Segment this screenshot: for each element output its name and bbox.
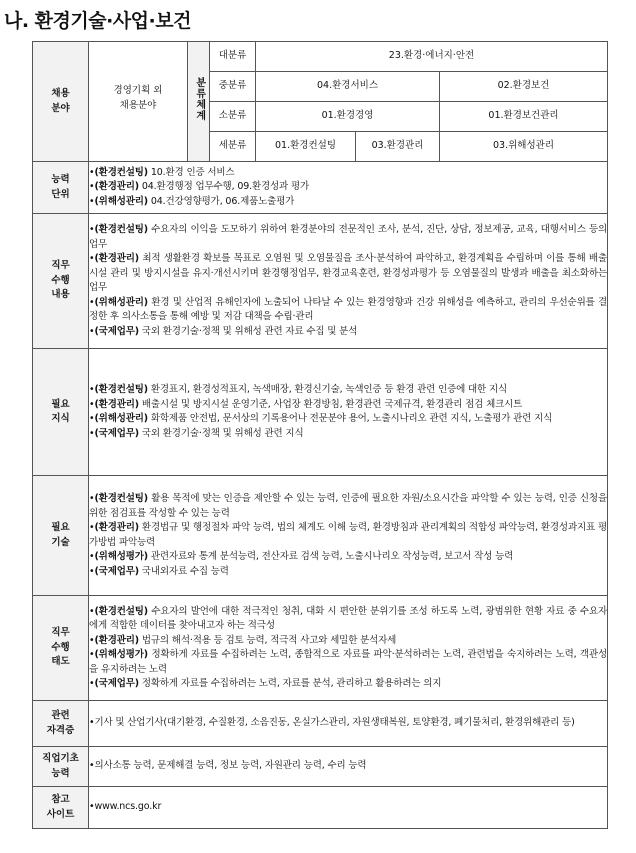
- employment-field-value: 경영기획 외 채용분야: [89, 42, 188, 162]
- minor-class-value-2: 01.환경보건관리: [440, 102, 608, 132]
- list-item: •(위해성평가) 정확하게 자료를 수집하려는 노력, 종합적으로 자료를 파악·분석하려는 노력, 관련법을 숙지하려는 노력, 객관성을 유지하려는 노력: [89, 649, 607, 675]
- certificates-label: 관련 자격증: [33, 701, 89, 747]
- list-item: •(위해성평가) 관련자료와 통계 분석능력, 전산자료 검색 능력, 노출시나리오 작성능력, 보고서 작성 능력: [89, 551, 514, 562]
- basic-ability-content: •의사소통 능력, 문제해결 능력, 정보 능력, 자원관리 능력, 수리 능력: [89, 747, 608, 787]
- list-item: •(환경관리) 배출시설 및 방지시설 운영기준, 사업장 환경방침, 환경관련 국제규격, 환경관리 점검 체크시트: [89, 398, 523, 410]
- list-item: •(국제업무) 국내외자료 수집 능력: [89, 565, 229, 577]
- list-item: •(환경관리) 04.환경행정 업무수행, 09.환경성과 평가: [89, 181, 310, 193]
- attitude-content: [89, 596, 608, 701]
- section-title: 나. 환경기술·사업·보건: [4, 10, 191, 32]
- detail-class-value-2: 03.환경관리: [356, 132, 440, 162]
- job-content-content: [89, 214, 608, 349]
- classification-system-label: 분류체계: [188, 42, 210, 162]
- list-item: •(국제업무) 정확하게 자료를 수집하려는 노력, 자료를 분석, 관리하고 활용하려는 의지: [89, 678, 442, 689]
- basic-ability-label: 직업기초 능력: [33, 747, 89, 787]
- middle-class-value-2: 02.환경보건: [440, 72, 608, 102]
- minor-class-value-1: 01.환경경영: [256, 102, 440, 132]
- ability-unit-label: 능력 단위: [33, 162, 89, 214]
- list-item: •(환경컨설팅) 수요자의 발언에 대한 적극적인 청취, 대화 시 편안한 분위기를 조성 하도록 노력, 광범위한 현황 자료 중 수요자에게 적합한 데이터를 찾아내고자 하는 적극성: [89, 605, 607, 631]
- skills-label: 필요 기술: [33, 476, 89, 596]
- list-item: •(환경관리) 법규의 해석·적용 등 검토 능력, 적극적 사고와 세밀한 분석자세: [89, 634, 397, 646]
- list-item: •(위해성관리) 환경 및 산업적 유해인자에 노출되어 나타날 수 있는 환경영향과 건강 위해성을 예측하고, 관리의 우선순위를 결정한 후 의사소통을 통해 예방 및 저감 대책을 수립·관리: [89, 296, 607, 322]
- list-item: •(위해성관리) 04.건강영향평가, 06.제품노출평가: [89, 195, 295, 207]
- job-description-table: [32, 41, 608, 829]
- middle-class-value-1: 04.환경서비스: [256, 72, 440, 102]
- list-item: •(환경컨설팅) 10.환경 인증 서비스: [89, 166, 235, 178]
- job-content-label: 직무 수행 내용: [33, 214, 89, 349]
- list-item: •(환경컨설팅) 활용 목적에 맞는 인증을 제안할 수 있는 능력, 인증에 필요한 자원/소요시간을 파악할 수 있는 능력, 인증 신청을 위한 점검표를 작성할 수 있는 능력: [89, 493, 607, 519]
- knowledge-label: 필요 지식: [33, 349, 89, 476]
- detail-class-value-1: 01.환경컨설팅: [256, 132, 356, 162]
- list-item: •(환경컨설팅) 수요자의 이익을 도모하기 위하여 환경분야의 전문적인 조사, 분석, 진단, 상담, 정보제공, 교육, 대행서비스 등의 업무: [89, 224, 607, 250]
- list-item: •(환경컨설팅) 환경표지, 환경성적표지, 녹색매장, 환경신기술, 녹색인증 등 환경 관련 인증에 대한 지식: [89, 384, 507, 395]
- detail-class-value-3: 03.위해성관리: [440, 132, 608, 162]
- certificates-content: •기사 및 산업기사(대기환경, 수질환경, 소음진동, 온실가스관리, 자원생태복원, 토양환경, 폐기물처리, 환경위해관리 등): [89, 701, 608, 747]
- middle-class-label: 중분류: [210, 72, 256, 102]
- detail-class-label: 세분류: [210, 132, 256, 162]
- list-item: •(위해성관리) 화학제품 안전법, 문서상의 기록용어나 전문분야 용어, 노출시나리오 관련 지식, 노출평가 관련 지식: [89, 413, 553, 424]
- list-item: •(국제업무) 국외 환경기술·정책 및 위해성 관련 지식: [89, 427, 304, 439]
- list-item: •(환경관리) 환경법규 및 행정절차 파악 능력, 법의 체계도 이해 능력, 환경방침과 관리계획의 적합성 파악능력, 환경성과지표 평가방법 파악능력: [89, 522, 607, 548]
- skills-content: [89, 476, 608, 596]
- employment-field-label: 채용 분야: [33, 42, 89, 162]
- reference-site-content: •www.ncs.go.kr: [89, 787, 608, 829]
- major-class-value: 23.환경·에너지·안전: [256, 42, 608, 72]
- list-item: •(환경관리) 최적 생활환경 확보를 목표로 오염원 및 오염물질을 조사·분석하여 파악하고, 환경계획을 수립하며 이를 통해 배출시설 관리 및 방지시설을 유지·개선시키며 환경행정업무, 환경교육훈련, 환경성과평가 등 오염물질의 발생과 배출을 최소화하는 업무: [89, 253, 607, 293]
- major-class-label: 대분류: [210, 42, 256, 72]
- knowledge-content: [89, 349, 608, 476]
- ability-unit-content: [89, 162, 608, 214]
- list-item: •(국제업무) 국외 환경기술·정책 및 위해성 관련 자료 수집 및 분석: [89, 325, 358, 337]
- minor-class-label: 소분류: [210, 102, 256, 132]
- reference-site-label: 참고 사이트: [33, 787, 89, 829]
- attitude-label: 직무 수행 태도: [33, 596, 89, 701]
